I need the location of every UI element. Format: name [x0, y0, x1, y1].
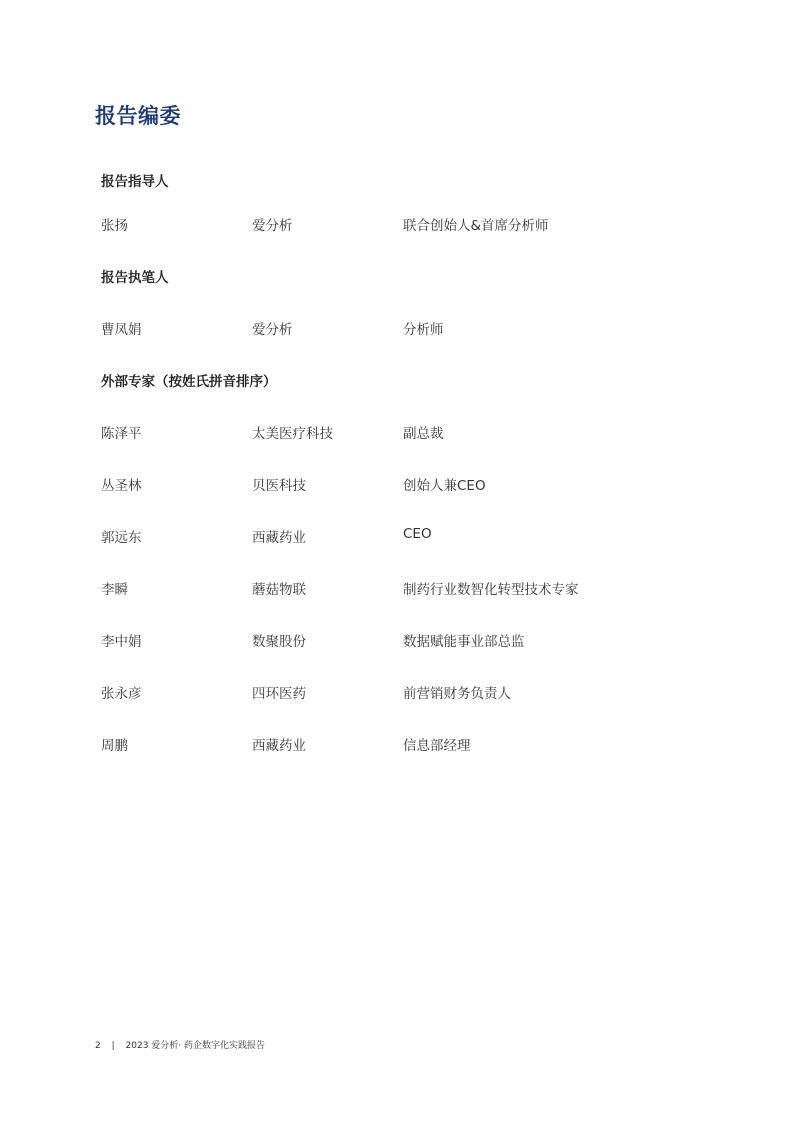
section-heading-advisor: 报告指导人 [101, 174, 169, 190]
person-title: 制药行业数智化转型技术专家 [403, 582, 579, 598]
footer-separator: | [111, 1041, 115, 1051]
person-title: 联合创始人&首席分析师 [403, 218, 549, 234]
table-row [101, 474, 701, 494]
page-title: 报告编委 [95, 104, 181, 128]
table-row [101, 578, 701, 598]
section-heading-writer: 报告执笔人 [101, 270, 169, 286]
person-title: CEO [403, 526, 432, 542]
section-heading-experts: 外部专家（按姓氏拼音排序） [101, 374, 277, 390]
person-title: 信息部经理 [403, 738, 471, 754]
page-footer [95, 1038, 265, 1051]
person-organization: 蘑菇物联 [252, 582, 306, 598]
table-row [101, 422, 701, 442]
person-organization: 爱分析 [252, 218, 293, 234]
person-name: 曹凤娟 [101, 322, 142, 338]
table-row [101, 682, 701, 702]
person-organization: 爱分析 [252, 322, 293, 338]
table-row [101, 630, 701, 650]
table-row [101, 214, 701, 234]
person-name: 张扬 [101, 218, 128, 234]
person-name: 张永彦 [101, 686, 142, 702]
page-number: 2 [95, 1041, 101, 1051]
person-title: 数据赋能事业部总监 [403, 634, 525, 650]
table-row [101, 318, 701, 338]
table-row [101, 734, 701, 754]
person-organization: 西藏药业 [252, 530, 306, 546]
person-title: 前营销财务负责人 [403, 686, 511, 702]
person-name: 李瞬 [101, 582, 128, 598]
person-name: 郭远东 [101, 530, 142, 546]
person-name: 李中娟 [101, 634, 142, 650]
person-name: 周鹏 [101, 738, 128, 754]
person-organization: 西藏药业 [252, 738, 306, 754]
person-organization: 太美医疗科技 [252, 426, 333, 442]
person-organization: 数聚股份 [252, 634, 306, 650]
person-title: 副总裁 [403, 426, 444, 442]
report-name: 2023 爱分析· 药企数字化实践报告 [125, 1041, 266, 1051]
table-row [101, 526, 701, 546]
person-title: 创始人兼CEO [403, 478, 486, 494]
person-name: 陈泽平 [101, 426, 142, 442]
person-organization: 四环医药 [252, 686, 306, 702]
person-title: 分析师 [403, 322, 444, 338]
person-organization: 贝医科技 [252, 478, 306, 494]
person-name: 丛圣林 [101, 478, 142, 494]
